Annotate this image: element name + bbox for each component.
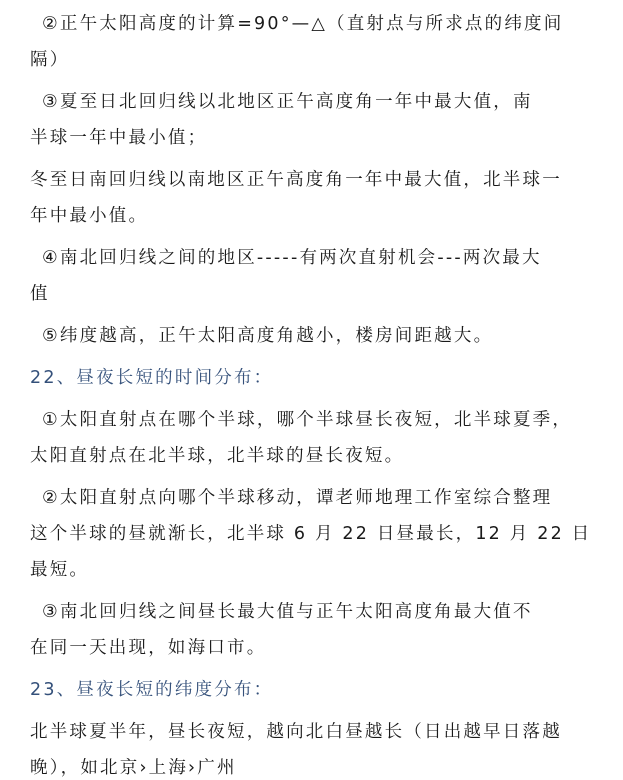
text-line: 隔） bbox=[30, 50, 70, 70]
text-line: 冬至日南回归线以南地区正午高度角一年中最大值，北半球一 bbox=[30, 170, 562, 190]
text-line: ③夏至日北回归线以北地区正午高度角一年中最大值，南 bbox=[42, 92, 533, 112]
text-line: ②正午太阳高度的计算=90°—△（直射点与所求点的纬度间 bbox=[42, 14, 564, 34]
text-line: ⑤纬度越高，正午太阳高度角越小，楼房间距越大。 bbox=[42, 326, 494, 346]
text-line: 值 bbox=[30, 284, 50, 304]
text-line: 太阳直射点在北半球，北半球的昼长夜短。 bbox=[30, 446, 405, 466]
text-line: 最短。 bbox=[30, 560, 90, 580]
section-heading: 23、昼夜长短的纬度分布： bbox=[30, 680, 274, 700]
section-heading: 22、昼夜长短的时间分布： bbox=[30, 368, 274, 388]
text-line: 年中最小值。 bbox=[30, 206, 149, 226]
text-line: ④南北回归线之间的地区-----有两次直射机会---两次最大 bbox=[42, 248, 542, 268]
text-line: ③南北回归线之间昼长最大值与正午太阳高度角最大值不 bbox=[42, 602, 533, 622]
text-line: 在同一天出现，如海口市。 bbox=[30, 638, 267, 658]
text-line: 晚），如北京›上海›广州 bbox=[30, 758, 237, 778]
text-line: ①太阳直射点在哪个半球，哪个半球昼长夜短，北半球夏季， bbox=[42, 410, 573, 430]
text-line: 半球一年中最小值； bbox=[30, 128, 208, 148]
text-line: 这个半球的昼就渐长，北半球 6 月 22 日昼最长，12 月 22 日 bbox=[30, 524, 592, 544]
text-line: 北半球夏半年，昼长夜短，越向北白昼越长（日出越早日落越 bbox=[30, 722, 562, 742]
text-line: ②太阳直射点向哪个半球移动，谭老师地理工作室综合整理 bbox=[42, 488, 553, 508]
